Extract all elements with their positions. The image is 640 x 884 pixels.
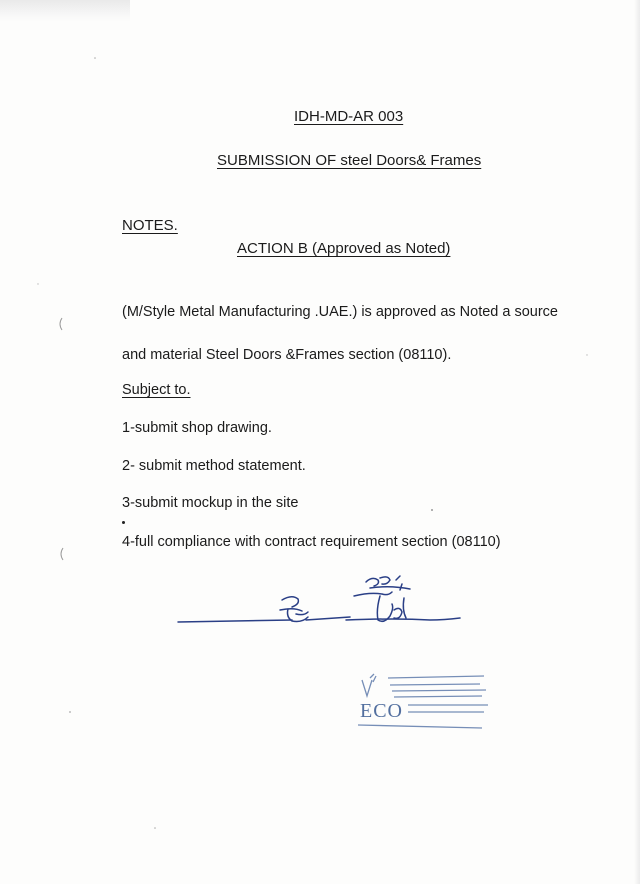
company-stamp xyxy=(358,670,490,732)
condition-item: 1-submit shop drawing. xyxy=(122,420,272,436)
handwritten-signatures xyxy=(170,570,480,640)
document-reference: IDH-MD-AR 003 xyxy=(294,108,404,125)
approval-paragraph-line-2: and material Steel Doors &Frames section (08110). xyxy=(122,347,452,363)
action-status: ACTION B (Approved as Noted) xyxy=(237,240,451,257)
notes-heading: NOTES. xyxy=(122,217,178,234)
condition-item: 4-full compliance with contract requirement section (08110) xyxy=(122,534,501,550)
approval-paragraph-line-1: (M/Style Metal Manufacturing .UAE.) is approved as Noted a source xyxy=(122,304,558,320)
stamp-brand: ECO xyxy=(360,700,403,722)
condition-item: 2- submit method statement. xyxy=(122,458,306,474)
stray-bullet xyxy=(122,521,125,524)
document-title: SUBMISSION OF steel Doors& Frames xyxy=(217,152,482,169)
subject-to-heading: Subject to. xyxy=(122,382,191,398)
condition-item: 3-submit mockup in the site xyxy=(122,495,299,511)
